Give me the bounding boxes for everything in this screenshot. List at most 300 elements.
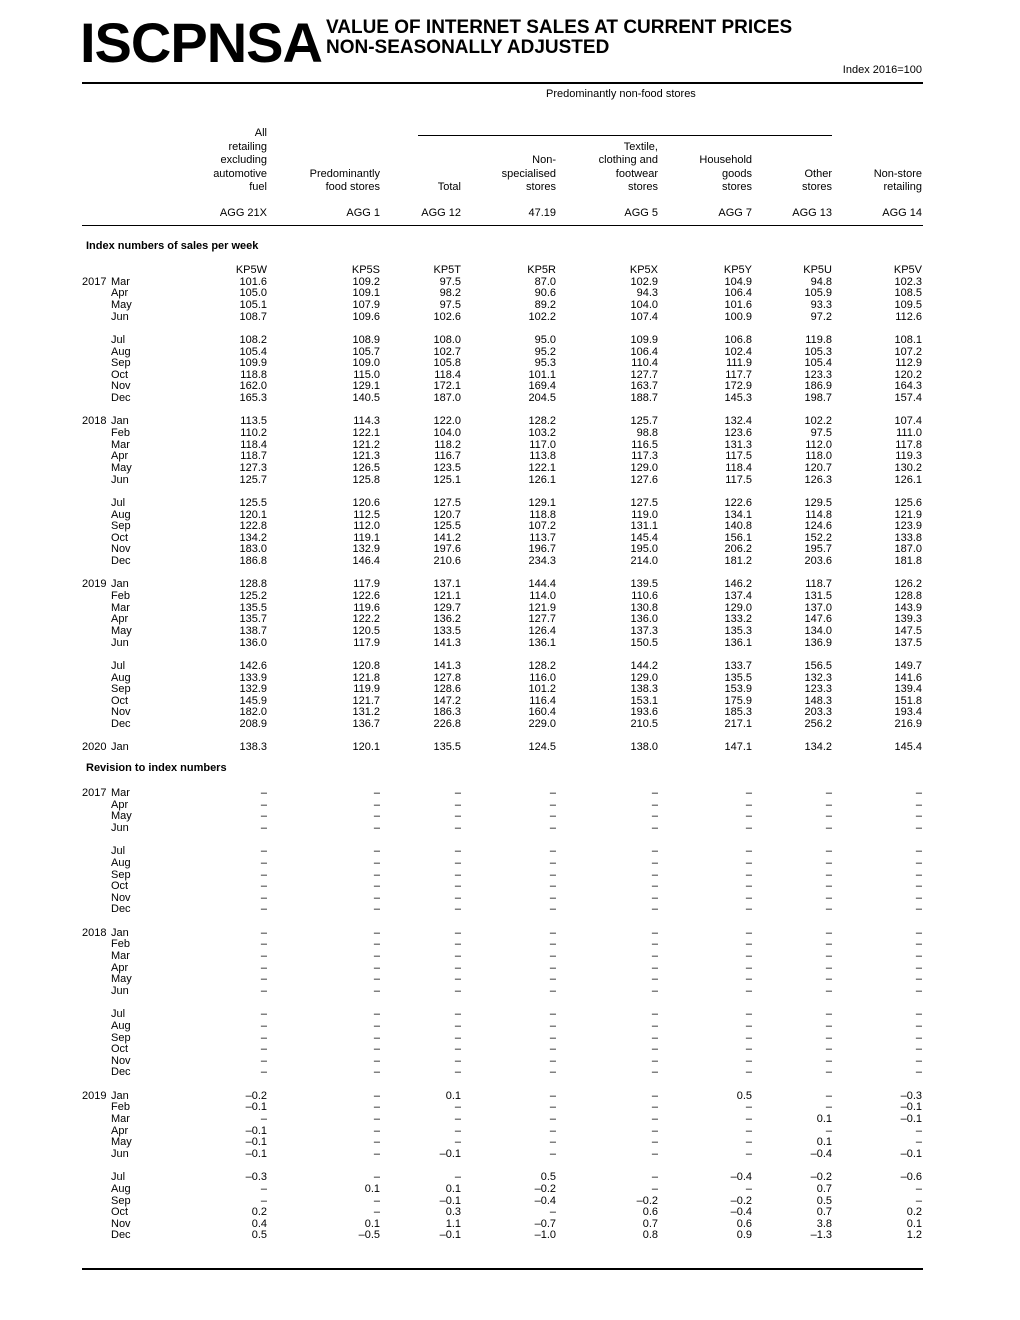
cell-value: – [260, 891, 267, 904]
cell-value: – [549, 856, 556, 869]
cell-value: – [549, 1124, 556, 1137]
cell-value: 123.6 [724, 427, 752, 439]
cell-value: 123.9 [894, 520, 922, 533]
cell-value: 118.7 [240, 450, 267, 463]
row-month: Apr [111, 961, 129, 974]
row-month: Oct [111, 1206, 129, 1219]
cell-value: – [549, 938, 556, 951]
cell-value: 1.1 [445, 1217, 461, 1230]
cell-value: 147.2 [433, 694, 461, 707]
cell-value: 113.8 [529, 450, 556, 463]
table-row [0, 474, 1020, 486]
cell-value: 146.2 [724, 578, 752, 591]
table-row [0, 1171, 1020, 1183]
cell-value: 188.7 [630, 392, 658, 405]
cell-value: 0.1 [816, 1113, 832, 1125]
cell-value: – [915, 1182, 922, 1195]
table-row [0, 613, 1020, 625]
cell-value: 126.1 [528, 473, 556, 486]
cell-value: 143.9 [894, 601, 922, 614]
cell-value: 0.1 [816, 1136, 832, 1149]
cell-value: 210.6 [433, 555, 461, 568]
cell-value: – [373, 938, 380, 951]
column-header-line: stores [526, 181, 556, 193]
cell-value: 108.7 [239, 310, 267, 323]
cell-value: – [745, 984, 752, 997]
cell-value: 108.0 [433, 333, 461, 346]
cell-value: 110.2 [240, 427, 267, 439]
row-month: Nov [111, 380, 131, 393]
cell-value: 112.9 [895, 357, 922, 370]
row-month: Sep [111, 520, 131, 533]
cell-value: 142.6 [239, 659, 267, 672]
cell-value: – [373, 856, 380, 869]
cell-value: – [260, 787, 267, 799]
row-month: Mar [111, 275, 130, 288]
cell-value: 136.2 [433, 613, 461, 626]
cell-value: – [915, 1043, 922, 1056]
cell-value: – [915, 1136, 922, 1149]
cell-value: 129.1 [352, 380, 380, 393]
table-row [0, 672, 1020, 684]
cell-value: – [454, 787, 461, 799]
cell-value: 107.2 [528, 520, 556, 533]
cell-value: 0.6 [736, 1217, 752, 1230]
column-header-6 [699, 154, 752, 194]
table-row [0, 1032, 1020, 1044]
cell-value: – [454, 821, 461, 834]
column-header-line: Non- [532, 154, 556, 167]
series-code: KP5Y [723, 264, 752, 276]
cell-value: 107.4 [894, 415, 922, 428]
cell-value: – [454, 1054, 461, 1067]
column-header-3 [438, 181, 461, 194]
row-year: 2018 [82, 415, 107, 428]
top-rule [82, 82, 923, 84]
cell-value: 97.5 [439, 298, 461, 311]
series-code-row [0, 264, 1020, 276]
cell-value: 136.0 [630, 613, 658, 626]
cell-value: – [260, 1008, 267, 1021]
table-row [0, 799, 1020, 811]
cell-value: 160.4 [528, 706, 556, 719]
cell-value: 0.1 [364, 1182, 380, 1195]
cell-value: – [825, 868, 832, 881]
cell-value: – [651, 821, 658, 834]
cell-value: – [825, 961, 832, 974]
cell-value: 105.9 [804, 287, 832, 300]
cell-value: – [373, 1171, 380, 1184]
cell-value: 129.0 [630, 461, 658, 474]
cell-value: 95.3 [534, 357, 556, 370]
cell-value: 130.8 [630, 601, 658, 614]
row-month: Aug [111, 856, 131, 869]
row-month: Dec [111, 718, 131, 731]
cell-value: 108.2 [239, 333, 267, 346]
cell-value: 137.3 [630, 624, 658, 637]
cell-value: – [745, 1054, 752, 1067]
cell-value: – [373, 880, 380, 893]
title-line-1: VALUE OF INTERNET SALES AT CURRENT PRICES [326, 17, 793, 38]
cell-value: – [915, 903, 922, 916]
cell-value: 131.5 [804, 590, 832, 602]
cell-value: 97.2 [810, 310, 832, 323]
cell-value: – [745, 961, 752, 974]
table-row [0, 706, 1020, 718]
cell-value: 132.9 [352, 543, 380, 556]
cell-value: 98.2 [439, 287, 461, 300]
cell-value: 133.8 [894, 531, 922, 544]
cell-value: – [260, 845, 267, 858]
cell-value: 98.8 [636, 427, 658, 439]
cell-value: 127.3 [239, 461, 267, 474]
cell-value: 139.4 [894, 683, 922, 696]
cell-value: 164.3 [894, 380, 922, 393]
cell-value: 134.1 [724, 508, 752, 521]
row-month: Dec [111, 1229, 131, 1242]
row-month: May [111, 973, 132, 986]
cell-value: – [745, 1101, 752, 1114]
cell-value: – [454, 1031, 461, 1044]
cell-value: 125.1 [433, 473, 461, 486]
cell-value: – [549, 1101, 556, 1114]
cell-value: – [260, 973, 267, 986]
row-month: May [111, 624, 132, 637]
cell-value: – [825, 1124, 832, 1137]
cell-value: 126.4 [528, 624, 556, 637]
cell-value: – [373, 973, 380, 986]
cell-value: – [260, 1019, 267, 1032]
cell-value: 126.5 [352, 461, 380, 474]
cell-value: 123.5 [433, 461, 461, 474]
table-row [0, 822, 1020, 834]
table-row [0, 427, 1020, 439]
cell-value: 136.0 [239, 636, 267, 649]
table-row [0, 334, 1020, 346]
cell-value: –0.4 [534, 1194, 556, 1207]
cell-value: 94.8 [810, 275, 832, 288]
cell-value: – [260, 1182, 267, 1195]
column-header-line: stores [802, 181, 832, 193]
cell-value: 121.1 [433, 590, 461, 602]
cell-value: 128.8 [239, 578, 267, 591]
cell-value: – [454, 950, 461, 962]
cell-value: 135.5 [433, 741, 461, 754]
cell-value: – [651, 810, 658, 823]
cell-value: – [745, 903, 752, 916]
cell-value: 127.7 [630, 368, 658, 381]
cell-value: 182.0 [239, 706, 267, 719]
cell-value: – [373, 1113, 380, 1125]
cell-value: – [915, 787, 922, 799]
cell-value: 140.8 [724, 520, 752, 533]
series-code: KP5U [803, 264, 832, 276]
cell-value: – [825, 1089, 832, 1102]
cell-value: 117.3 [631, 450, 658, 463]
cell-value: 102.6 [433, 310, 461, 323]
cell-value: 97.5 [810, 427, 832, 439]
cell-value: – [745, 938, 752, 951]
cell-value: – [651, 903, 658, 916]
cell-value: 156.1 [724, 531, 752, 544]
index-base-note: Index 2016=100 [842, 64, 922, 76]
row-month: May [111, 461, 132, 474]
row-month: Aug [111, 671, 131, 684]
column-header-line: goods [722, 167, 752, 180]
cell-value: 195.0 [630, 543, 658, 556]
cell-value: 123.3 [804, 368, 832, 381]
cell-value: 104.9 [724, 275, 752, 288]
cell-value: 101.2 [528, 683, 556, 696]
table-row [0, 497, 1020, 509]
table-row [0, 287, 1020, 299]
cell-value: – [745, 1043, 752, 1056]
row-month: Oct [111, 694, 129, 707]
table-row [0, 1055, 1020, 1067]
cell-value: 125.2 [239, 590, 267, 602]
column-header-line: clothing and [598, 154, 658, 167]
cell-value: – [549, 1136, 556, 1149]
table-row [0, 369, 1020, 381]
row-month: Mar [111, 1113, 130, 1125]
row-month: Apr [111, 450, 129, 463]
table-row [0, 532, 1020, 544]
cell-value: – [651, 926, 658, 939]
cell-value: 150.5 [630, 636, 658, 649]
cell-value: 196.7 [528, 543, 556, 556]
cell-value: 124.5 [528, 741, 556, 754]
table-row [0, 810, 1020, 822]
cell-value: – [260, 1194, 267, 1207]
cell-value: 172.9 [724, 380, 752, 393]
column-header-line: Predominantly [309, 167, 380, 180]
cell-value: 116.7 [434, 450, 461, 463]
cell-value: 116.0 [529, 671, 556, 684]
row-month: Oct [111, 1043, 129, 1056]
cell-value: – [373, 1089, 380, 1102]
cell-value: 107.4 [630, 310, 658, 323]
column-header-line: excluding [220, 154, 267, 167]
cell-value: 104.0 [630, 298, 658, 311]
cell-value: 122.1 [352, 427, 380, 439]
cell-value: 133.5 [433, 624, 461, 637]
column-header-line: Non-store [873, 167, 922, 180]
cell-value: 0.2 [251, 1206, 267, 1219]
cell-value: – [373, 787, 380, 799]
cell-value: – [549, 1019, 556, 1032]
cell-value: – [825, 891, 832, 904]
table-row [0, 1218, 1020, 1230]
cell-value: 217.1 [724, 718, 752, 731]
row-month: Nov [111, 706, 131, 719]
cell-value: 120.2 [894, 368, 922, 381]
cell-value: 111.9 [726, 357, 752, 370]
row-month: Oct [111, 368, 129, 381]
cell-value: 127.5 [433, 496, 461, 509]
cell-value: 114.8 [805, 508, 832, 521]
cell-value: 126.3 [804, 473, 832, 486]
cell-value: 145.4 [894, 741, 922, 754]
column-header-line: fuel [249, 181, 267, 194]
column-header-line: Household [699, 154, 752, 167]
row-month: Nov [111, 1054, 131, 1067]
cell-value: –0.3 [245, 1171, 267, 1184]
cell-value: 0.1 [364, 1217, 380, 1230]
cell-value: 119.0 [631, 508, 658, 521]
column-agg-code: AGG 14 [882, 207, 922, 219]
cell-value: 156.5 [804, 659, 832, 672]
cell-value: – [651, 1031, 658, 1044]
cell-value: –0.1 [439, 1229, 461, 1242]
cell-value: – [915, 868, 922, 881]
cell-value: – [915, 1194, 922, 1207]
table-row [0, 450, 1020, 462]
table-row [0, 625, 1020, 637]
cell-value: 109.6 [352, 310, 380, 323]
cell-value: 3.8 [816, 1217, 832, 1230]
cell-value: – [454, 1019, 461, 1032]
cell-value: 134.2 [239, 531, 267, 544]
cell-value: – [745, 821, 752, 834]
column-agg-code: AGG 13 [792, 207, 832, 219]
cell-value: 105.4 [804, 357, 832, 370]
table-row [0, 973, 1020, 985]
cell-value: – [915, 810, 922, 823]
row-month: Mar [111, 787, 130, 799]
row-month: Nov [111, 1217, 131, 1230]
cell-value: 169.4 [528, 380, 556, 393]
series-code: KP5R [527, 264, 556, 276]
cell-value: – [915, 973, 922, 986]
cell-value: 133.2 [724, 613, 752, 626]
cell-value: – [373, 903, 380, 916]
row-month: Jul [111, 333, 126, 346]
cell-value: – [549, 868, 556, 881]
cell-value: 226.8 [433, 718, 461, 731]
cell-value: 137.5 [894, 636, 922, 649]
cell-value: – [915, 845, 922, 858]
row-month: Aug [111, 345, 131, 358]
cell-value: 135.3 [724, 624, 752, 637]
cell-value: – [651, 1147, 658, 1160]
column-header-2 [310, 168, 380, 195]
cell-value: – [454, 798, 461, 811]
cell-value: 147.5 [894, 624, 922, 637]
column-header-line: stores [722, 181, 752, 193]
cell-value: – [549, 973, 556, 986]
cell-value: 203.3 [804, 706, 832, 719]
cell-value: – [373, 1043, 380, 1056]
cell-value: 121.3 [352, 450, 380, 463]
cell-value: – [454, 880, 461, 893]
cell-value: –0.7 [534, 1217, 556, 1230]
cell-value: 119.3 [895, 450, 922, 463]
series-code: KP5S [351, 264, 380, 276]
row-month: Jun [111, 1147, 129, 1160]
cell-value: 128.8 [894, 590, 922, 602]
row-month: May [111, 1136, 132, 1149]
cell-value: – [260, 1066, 267, 1079]
cell-value: – [651, 1066, 658, 1079]
cell-value: 112.6 [895, 310, 922, 323]
cell-value: 117.5 [725, 450, 752, 463]
cell-value: – [651, 950, 658, 962]
cell-value: –0.2 [810, 1171, 832, 1184]
cell-value: 123.3 [804, 683, 832, 696]
cell-value: 214.0 [630, 555, 658, 568]
cell-value: – [825, 1019, 832, 1032]
cell-value: – [260, 798, 267, 811]
cell-value: – [454, 891, 461, 904]
cell-value: –0.2 [636, 1194, 658, 1207]
cell-value: – [260, 1113, 267, 1125]
cell-value: 121.2 [352, 438, 380, 451]
column-header-5 [599, 141, 658, 195]
cell-value: – [651, 787, 658, 799]
cell-value: – [745, 868, 752, 881]
table-row [0, 1136, 1020, 1148]
cell-value: – [260, 821, 267, 834]
table-row [0, 392, 1020, 404]
cell-value: 138.7 [239, 624, 267, 637]
cell-value: 137.0 [804, 601, 832, 614]
cell-value: 204.5 [528, 392, 556, 405]
cell-value: 135.7 [239, 613, 267, 626]
cell-value: 133.7 [724, 659, 752, 672]
cell-value: 105.1 [239, 298, 267, 311]
table-row [0, 1090, 1020, 1102]
cell-value: – [373, 891, 380, 904]
cell-value: 95.2 [534, 345, 556, 358]
column-header-line: food stores [325, 181, 380, 193]
column-header-line: specialised [501, 167, 556, 180]
cell-value: 0.6 [642, 1206, 658, 1219]
cell-value: 90.6 [534, 287, 556, 300]
cell-value: –0.1 [245, 1136, 267, 1149]
cell-value: –0.1 [900, 1113, 922, 1125]
cell-value: 141.2 [433, 531, 461, 544]
cell-value: – [373, 845, 380, 858]
table-row [0, 1020, 1020, 1032]
cell-value: – [915, 798, 922, 811]
cell-value: – [260, 984, 267, 997]
cell-value: –0.1 [245, 1147, 267, 1160]
cell-value: – [651, 891, 658, 904]
cell-value: – [454, 856, 461, 869]
cell-value: 138.3 [239, 741, 267, 754]
row-month: Nov [111, 891, 131, 904]
table-row [0, 845, 1020, 857]
cell-value: 163.7 [630, 380, 658, 393]
cell-value: 256.2 [804, 718, 832, 731]
cell-value: – [549, 903, 556, 916]
column-agg-code: AGG 5 [624, 207, 658, 219]
cell-value: 93.3 [810, 298, 832, 311]
series-code: KP5W [235, 264, 267, 276]
cell-value: – [454, 984, 461, 997]
cell-value: – [825, 798, 832, 811]
row-month: Jun [111, 984, 129, 997]
cell-value: 141.6 [894, 671, 922, 684]
table-row [0, 903, 1020, 915]
cell-value: – [745, 787, 752, 799]
cell-value: 122.6 [352, 590, 380, 602]
table-row [0, 962, 1020, 974]
cell-value: 109.1 [352, 287, 380, 300]
cell-value: – [373, 868, 380, 881]
cell-value: 121.7 [352, 694, 380, 707]
cell-value: 141.3 [433, 636, 461, 649]
